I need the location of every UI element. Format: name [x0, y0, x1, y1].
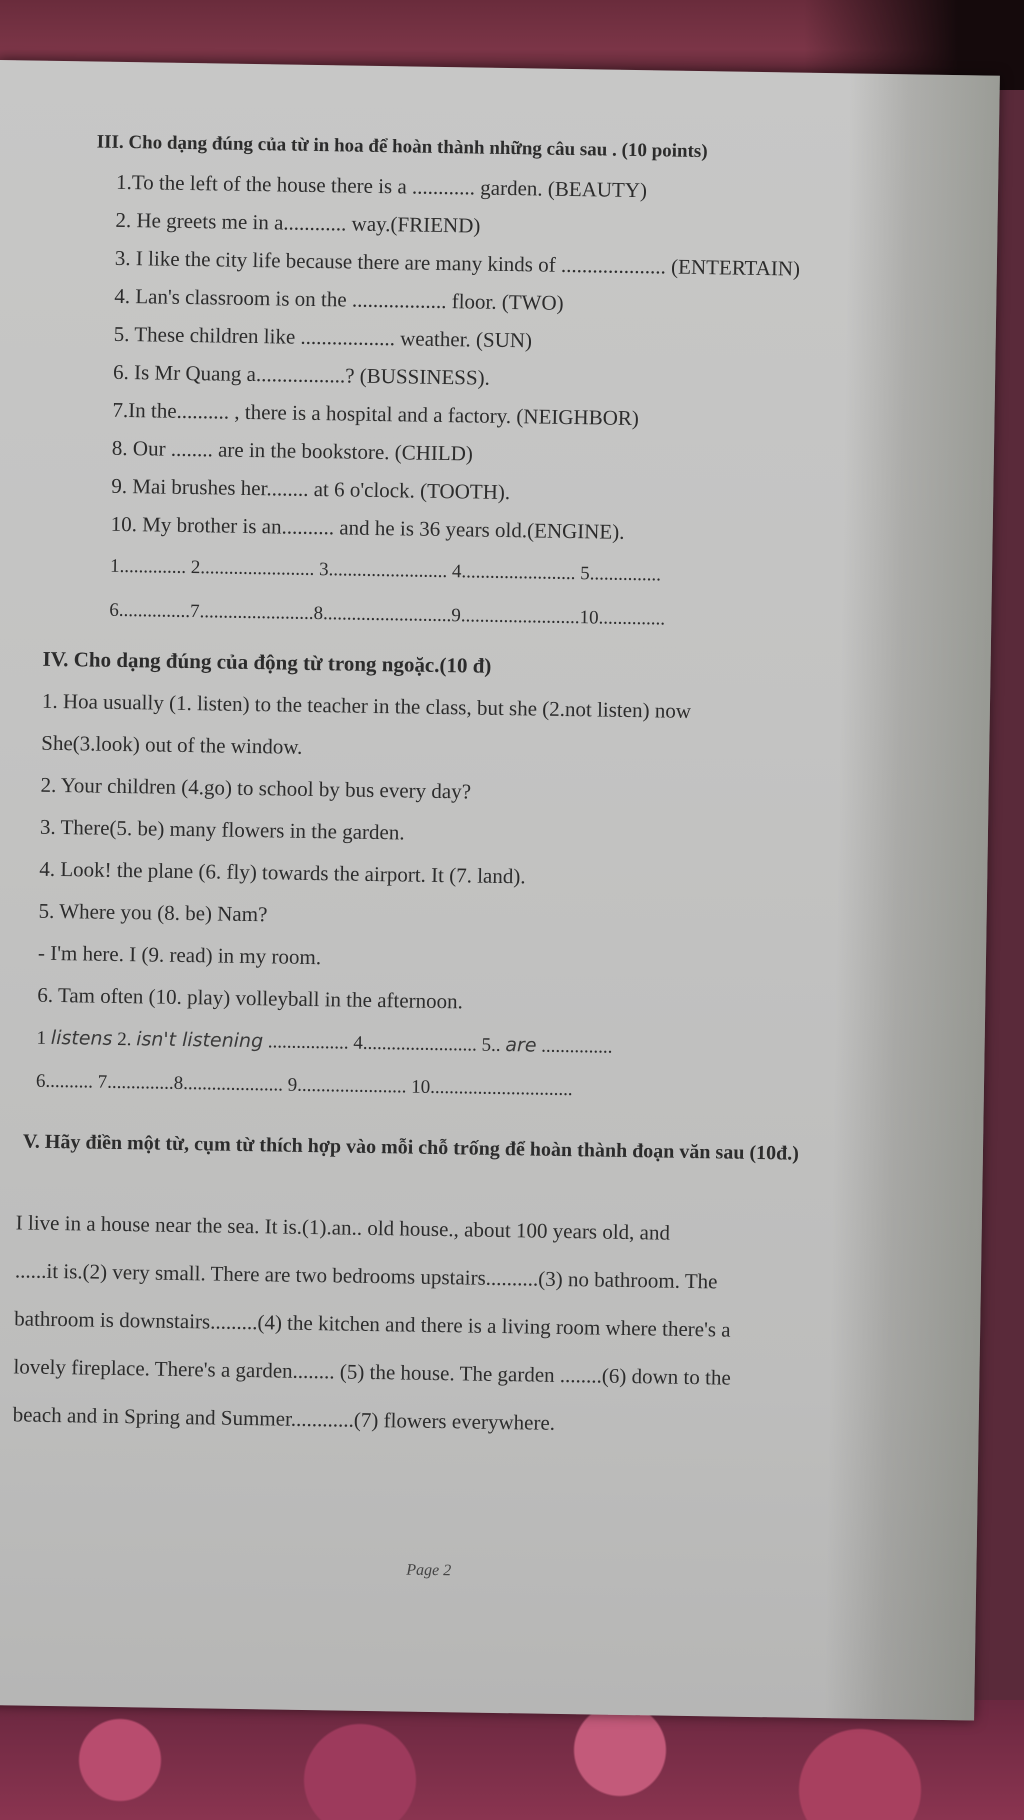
section-4-item-5-reply: - I'm here. I (9. read) in my room.: [37, 940, 322, 970]
section-3-title: III. Cho dạng đúng của từ in hoa để hoàn thành những câu sau . (10 points): [96, 131, 708, 163]
section-4-item-1-cont: She(3.look) out of the window.: [41, 730, 303, 759]
section-3-answer-row-1: 1.............. 2........................ 3......................... 4........................ 5...............: [109, 555, 662, 586]
answer-separator: 2.: [117, 1028, 132, 1051]
section-4-item-5: 5. Where you (8. be) Nam?: [38, 898, 268, 927]
paragraph-line-1: I live in a house near the sea. It is.(1).an.. old house., about 100 years old, and: [15, 1210, 671, 1245]
section-4-title: IV. Cho dạng đúng của động từ trong ngoặc.(10 đ): [42, 646, 492, 678]
section-3-item-6: 6. Is Mr Quang a.................? (BUSSINESS).: [112, 359, 491, 390]
handwritten-answer-2: isn't listening: [136, 1028, 264, 1053]
section-3-item-1: 1.To the left of the house there is a ............ garden. (BEAUTY): [115, 169, 648, 203]
handwritten-answer-5: are: [505, 1034, 537, 1057]
paragraph-line-3: bathroom is downstairs.........(4) the kitchen and there is a living room where there's a: [14, 1306, 731, 1342]
section-4-item-2: 2. Your children (4.go) to school by bus every day?: [40, 772, 472, 804]
section-3-item-8: 8. Our ........ are in the bookstore. (CHILD): [111, 435, 474, 466]
section-3-item-3: 3. I like the city life because there are many kinds of .................... (ENTERTAIN): [114, 245, 801, 281]
section-4-item-6: 6. Tam often (10. play) volleyball in the afternoon.: [37, 982, 464, 1014]
section-4-answer-row-2: 6.......... 7..............8..................... 9....................... 10..............................: [35, 1070, 573, 1101]
answer-blanks: ................. 4........................ 5..: [267, 1031, 501, 1056]
section-3-answer-row-2: 6...............7........................8...........................9.........................10..............: [109, 599, 666, 630]
section-3-item-10: 10. My brother is an.......... and he is 36 years old.(ENGINE).: [110, 511, 625, 544]
section-4-item-3: 3. There(5. be) many flowers in the garden.: [39, 814, 405, 845]
answer-blanks-tail: ...............: [541, 1035, 613, 1058]
worksheet-page: [0, 60, 1000, 1721]
section-3-item-5: 5. These children like .................. weather. (SUN): [113, 321, 533, 353]
section-3-item-4: 4. Lan's classroom is on the .................. floor. (TWO): [114, 283, 564, 315]
section-4-answer-row-1: [36, 1027, 612, 1059]
section-5-title: V. Hãy điền một từ, cụm từ thích hợp vào mỗi chỗ trống để hoàn thành đoạn văn sau (10đ.): [22, 1130, 800, 1165]
section-4-item-4: 4. Look! the plane (6. fly) towards the airport. It (7. land).: [39, 856, 526, 889]
section-3-item-7: 7.In the.......... , there is a hospital and a factory. (NEIGHBOR): [112, 397, 640, 431]
paragraph-line-5: beach and in Spring and Summer............(7) flowers everywhere.: [12, 1402, 556, 1435]
section-3-item-2: 2. He greets me in a............ way.(FRIEND): [115, 207, 481, 238]
paragraph-line-4: lovely fireplace. There's a garden........ (5) the house. The garden ........(6) down to the: [13, 1354, 731, 1390]
paragraph-line-2: ......it is.(2) very small. There are two bedrooms upstairs..........(3) no bathroom. The: [14, 1258, 718, 1294]
handwritten-answer-1: listens: [50, 1026, 113, 1050]
page-fold-shadow: [824, 73, 1000, 1720]
page-number: Page 2: [406, 1561, 452, 1580]
section-4-item-1: 1. Hoa usually (1. listen) to the teacher in the class, but she (2.not listen) now: [41, 688, 692, 723]
answer-number: 1: [36, 1027, 47, 1049]
section-3-item-9: 9. Mai brushes her........ at 6 o'clock. (TOOTH).: [111, 473, 511, 505]
